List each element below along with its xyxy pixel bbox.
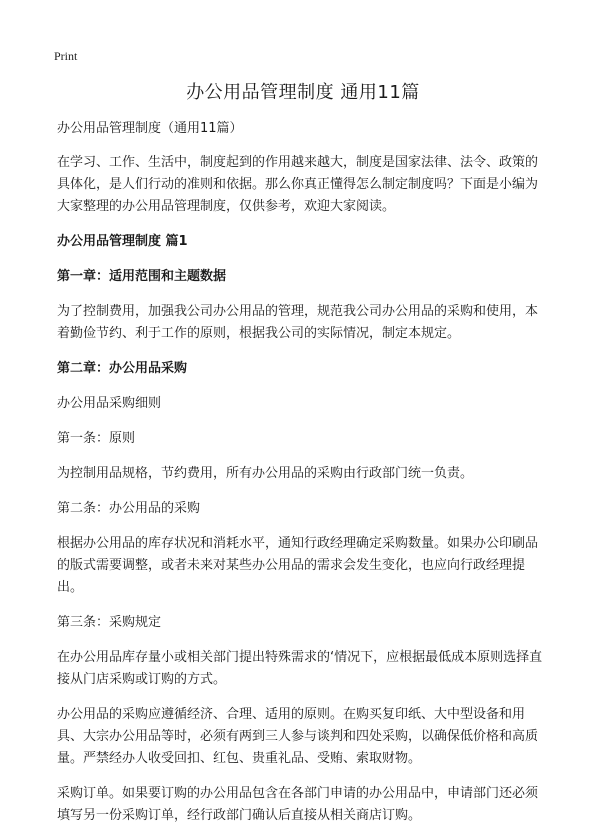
article-3-body-2: 办公用品的采购应遵循经济、合理、适用的原则。在购买复印纸、大中型设备和用具、大宗办公用品等时，必须有两到三人参与谈判和四处采购，以确保低价格和高质量。严禁经办人收受回扣、红包、贵重礼品、受贿、索取财物。	[57, 707, 539, 766]
document-body	[57, 78, 549, 840]
article-3-body-3: 采购订单。如果要订购的办公用品包含在各部门申请的办公用品中，申请部门还必须填写另一份采购订单，经行政部门确认后直接从相关商店订购。	[57, 786, 539, 823]
chapter-2-subheading: 办公用品采购细则	[57, 396, 162, 411]
document-subtitle: 办公用品管理制度（通用11篇）	[57, 121, 243, 136]
intro-paragraph: 在学习、工作、生活中，制度起到的作用越来越大，制度是国家法律、法令、政策的具体化，是人们行动的准则和依据。那么你真正懂得怎么制定制度吗？下面是小编为大家整理的办公用品管理制度，仅供参考，欢迎大家阅读。	[57, 155, 539, 214]
article-1-heading: 第一条：原则	[57, 431, 136, 446]
print-link[interactable]: Print	[54, 49, 78, 63]
chapter-1-heading: 第一章：适用范围和主题数据	[57, 269, 227, 284]
article-2-body: 根据办公用品的库存状况和消耗水平，通知行政经理确定采购数量。如果办公印刷品的版式需要调整，或者未来对某些办公用品的需求会发生变化，也应向行政经理提出。	[57, 536, 539, 595]
article-3-body-1: 在办公用品库存量小或相关部门提出特殊需求的‘情况下，应根据最低成本原则选择直接从门店采购或订购的方式。	[57, 650, 543, 687]
page-title: 办公用品管理制度 通用11篇	[186, 82, 420, 103]
chapter-1-body: 为了控制费用，加强我公司办公用品的管理，规范我公司办公用品的采购和使用，本着勤俭节约、利于工作的原则，根据我公司的实际情况，制定本规定。	[57, 304, 539, 341]
article-2-heading: 第二条：办公用品的采购	[57, 501, 201, 516]
article-1-body: 为控制用品规格，节约费用，所有办公用品的采购由行政部门统一负责。	[57, 466, 474, 481]
part-heading: 办公用品管理制度 篇1	[57, 234, 188, 249]
chapter-2-heading: 第二章：办公用品采购	[57, 361, 188, 376]
article-3-heading: 第三条：采购规定	[57, 615, 162, 630]
